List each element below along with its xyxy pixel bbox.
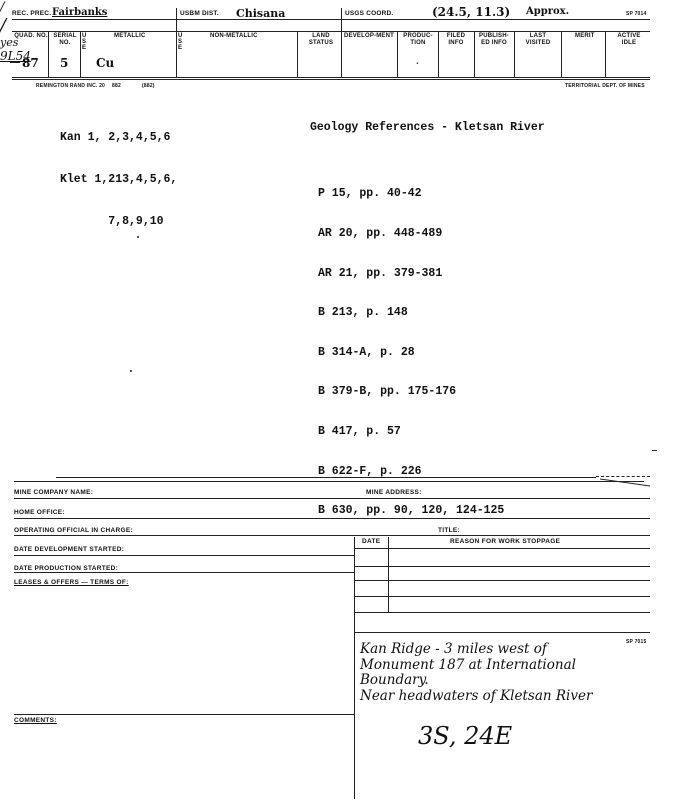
rec-prec-value: Fairbanks — [52, 7, 108, 18]
form-number: SP 7014 — [626, 11, 647, 17]
reference-item: B 417, p. 57 — [318, 425, 401, 439]
printer-code-paren: (882) — [142, 83, 155, 89]
reference-item: B 213, p. 148 — [318, 306, 408, 320]
form-rule — [354, 548, 650, 549]
header-divider — [12, 31, 650, 32]
speck — [137, 236, 139, 238]
column-divider — [297, 31, 298, 77]
speck — [652, 450, 657, 451]
quad-no-label: QUAD. NO. — [14, 33, 48, 39]
development-label: DEVELOP-MENT — [343, 33, 395, 39]
date-production-label: DATE PRODUCTION STARTED: — [14, 565, 119, 572]
last-visited-label: LAST VISITED — [525, 33, 551, 46]
production-value: · — [416, 58, 419, 68]
active-idle-value: 9L54 — [0, 49, 31, 63]
production-label: PRODUC-TION — [403, 33, 433, 46]
reference-item: B 630, pp. 90, 120, 124-125 — [318, 504, 505, 518]
form-rule — [354, 632, 650, 633]
merit-label: MERIT — [575, 33, 595, 39]
mine-address-label: MINE ADDRESS: — [366, 489, 422, 496]
reference-item: P 15, pp. 40-42 — [318, 187, 422, 201]
header-mark: / — [0, 0, 5, 15]
references-title: Geology References - Kletsan River — [310, 121, 545, 135]
metallic-value: Cu — [96, 56, 115, 70]
home-office-label: HOME OFFICE: — [14, 509, 65, 516]
claim-line: Kan 1, 2,3,4,5,6 — [60, 131, 171, 144]
active-idle-label: ACTIVE IDLE — [617, 33, 641, 46]
use-letter: E — [82, 45, 87, 51]
form-rule — [354, 566, 650, 567]
form-rule — [56, 477, 596, 478]
claim-line: Klet 1,213,4,5,6, — [60, 173, 178, 186]
land-status-value: / — [0, 15, 7, 36]
handwritten-line: Near headwaters of Kletsan River — [360, 687, 593, 704]
serial-no-value: 5 — [60, 56, 69, 70]
metallic-label: METALLIC — [114, 33, 146, 39]
column-divider — [514, 31, 515, 77]
quad-mark — [10, 62, 20, 63]
reference-item: AR 21, pp. 379-381 — [318, 266, 443, 280]
column-divider — [438, 31, 439, 77]
reason-stoppage-label: REASON FOR WORK STOPPAGE — [450, 538, 561, 545]
usgs-coord-label: USGS COORD. — [345, 10, 394, 17]
title-label: TITLE: — [438, 527, 461, 534]
form-rule — [354, 612, 650, 613]
quad-no-value: 87 — [22, 56, 39, 70]
printer-code: 882 — [112, 83, 121, 89]
form-rule — [14, 535, 650, 536]
form-rule — [354, 596, 650, 597]
form-rule — [14, 481, 644, 482]
filed-info-label: FILED INFO — [446, 33, 466, 46]
usgs-coord-value: (24.5, 11.3) — [432, 5, 511, 19]
column-divider — [605, 31, 606, 77]
column-divider — [474, 31, 475, 77]
header-divider — [12, 19, 650, 20]
published-info-label: PUBLISH-ED INFO — [479, 33, 509, 46]
header-bottom-rule — [12, 79, 650, 80]
department-name: TERRITORIAL DEPT. OF MINES — [565, 83, 645, 89]
reference-item: AR 20, pp. 448-489 — [318, 227, 443, 241]
township-range: 3S, 24E — [418, 722, 513, 750]
column-divider — [397, 31, 398, 77]
land-status-label: LAND STATUS — [308, 33, 334, 46]
published-info-value: yes — [0, 36, 19, 49]
claim-numbers — [60, 103, 177, 243]
comments-label: COMMENTS: — [14, 717, 57, 724]
form-rule — [14, 714, 354, 715]
use-letter: S — [82, 39, 87, 45]
use-letter: U — [82, 33, 87, 39]
claim-line: 7,8,9,10 — [60, 215, 164, 228]
serial-no-label: SERIAL NO. — [53, 33, 77, 46]
column-divider — [561, 31, 562, 77]
usbm-dist-value: Chisana — [236, 7, 286, 20]
mine-company-name-label: MINE COMPANY NAME: — [14, 489, 94, 496]
printer-imprint: REMINGTON RAND INC. 20 — [36, 83, 106, 89]
column-divider — [48, 31, 49, 77]
header-table — [0, 0, 678, 89]
handwritten-line: Kan Ridge - 3 miles west of — [360, 641, 547, 657]
usgs-coord-suffix: Approx. — [526, 6, 570, 17]
form-center-divider — [354, 537, 355, 799]
use-letter: U — [178, 33, 183, 39]
rec-prec-label: REC. PREC. — [12, 10, 52, 17]
date-label: DATE — [362, 538, 381, 545]
reference-item: B 379-B, pp. 175-176 — [318, 385, 457, 399]
nonmetallic-label: NON-METALLIC — [210, 33, 258, 39]
speck — [130, 370, 132, 372]
column-divider — [341, 8, 342, 77]
handwritten-line: Monument 187 at International — [360, 656, 576, 673]
column-divider — [176, 8, 177, 77]
handwritten-line: Boundary. — [360, 672, 429, 688]
form-rule — [14, 555, 354, 556]
form-rule — [14, 518, 650, 519]
column-divider — [80, 31, 81, 77]
form-rule — [596, 476, 650, 477]
form-number-2: SP 7015 — [626, 639, 647, 645]
leases-label: LEASES & OFFERS — TERMS OF: — [14, 579, 129, 586]
usbm-dist-label: USBM DIST. — [180, 10, 219, 17]
date-development-label: DATE DEVELOPMENT STARTED: — [14, 546, 125, 553]
geology-references — [310, 95, 545, 557]
operating-official-label: OPERATING OFFICIAL IN CHARGE: — [14, 527, 133, 534]
use-letter: E — [178, 45, 183, 51]
form-rule — [14, 572, 354, 573]
header-bottom-rule — [12, 77, 650, 78]
use-letter: S — [178, 39, 183, 45]
reference-item: B 622-F, p. 226 — [318, 464, 422, 478]
reference-item: B 314-A, p. 28 — [318, 345, 415, 359]
handwritten-notes — [360, 642, 592, 704]
form-rule — [354, 580, 650, 581]
form-rule — [14, 498, 650, 499]
